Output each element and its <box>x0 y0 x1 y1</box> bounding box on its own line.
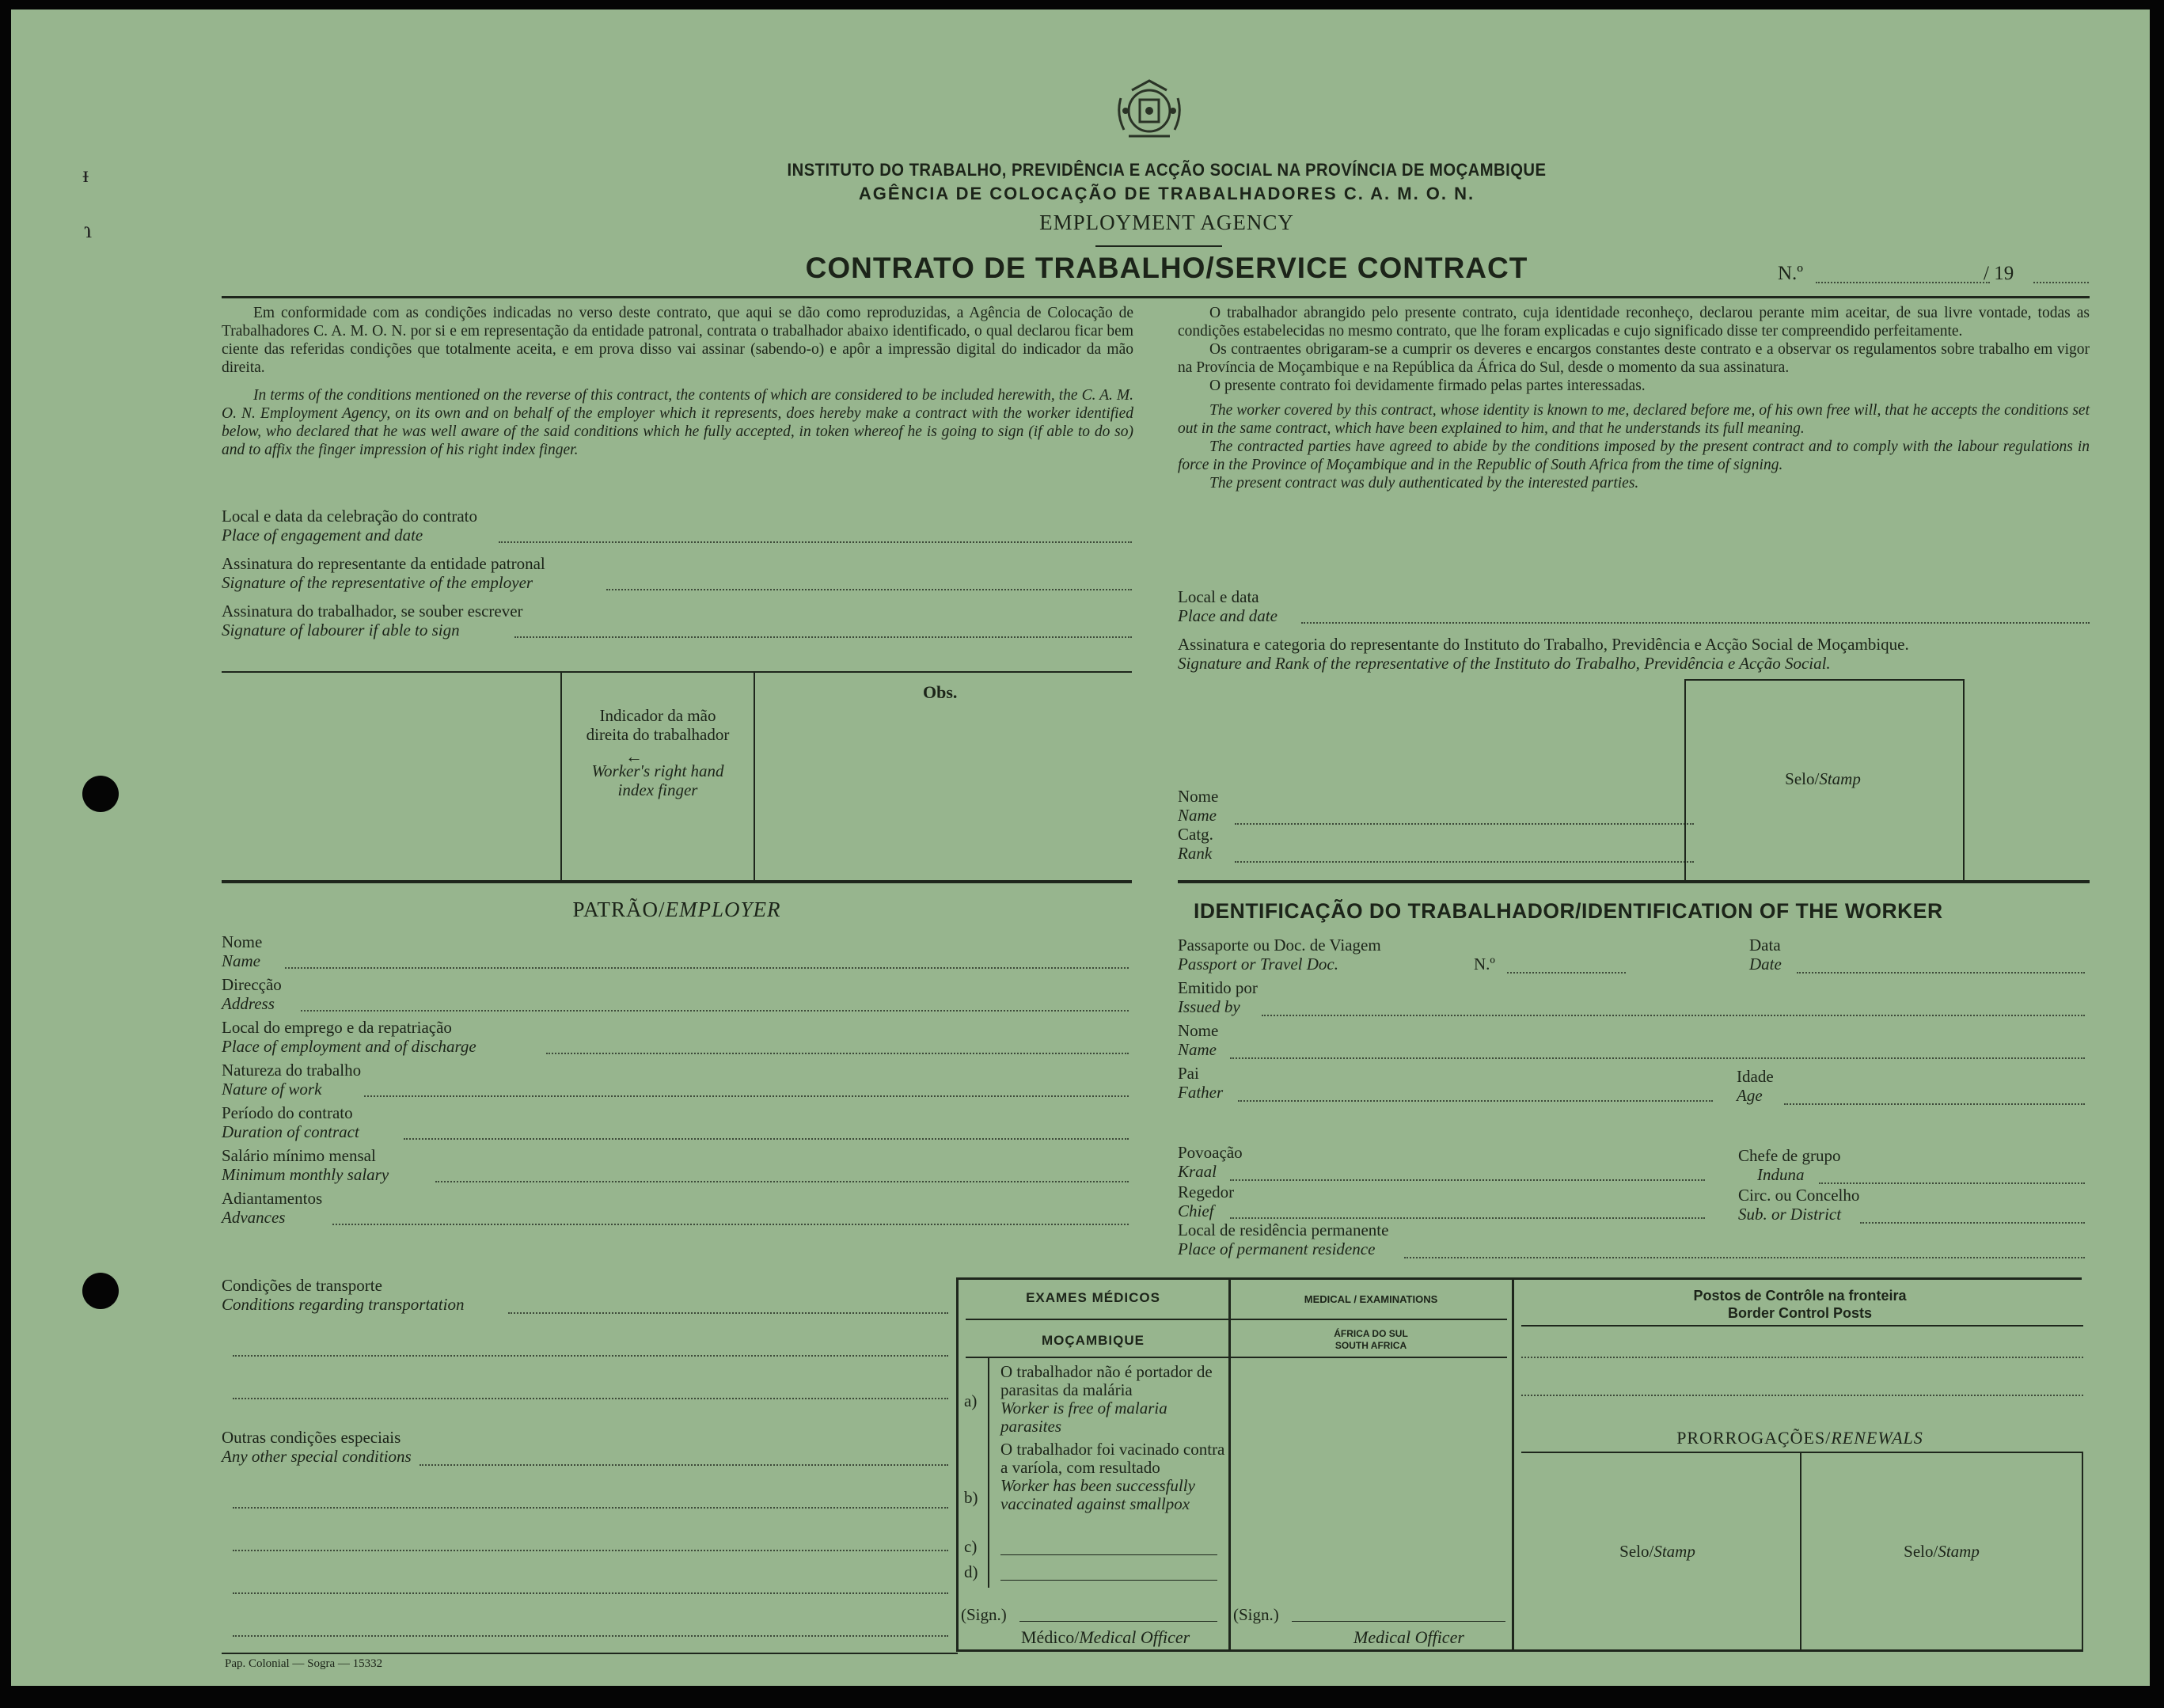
field-rep-name <box>1178 787 1218 825</box>
worker-name-input[interactable] <box>1230 1057 2085 1059</box>
place-engagement-input[interactable] <box>499 541 1132 543</box>
field-label-en: Any other special conditions <box>222 1447 412 1466</box>
contract-number-label: N.º <box>1778 263 1804 284</box>
worker-field-district <box>1738 1186 1859 1224</box>
exam-c-label: c) <box>964 1537 978 1556</box>
rule-mid-right <box>1178 880 2090 883</box>
agency-title: AGÊNCIA DE COLOCAÇÃO DE TRABALHADORES C. A. M. O. N. <box>858 184 1475 203</box>
contract-sheet <box>11 9 2150 1686</box>
passport-number-label: N.º <box>1474 955 1495 974</box>
officer-en: Medical Officer <box>1079 1627 1190 1647</box>
field-representative-signature <box>1178 635 1909 673</box>
punch-hole-top <box>82 776 119 812</box>
exam-d-line <box>1000 1580 1217 1581</box>
finger-box-right <box>754 671 755 880</box>
border-control-header <box>1515 1287 2085 1322</box>
stamp-label-pt: Selo/ <box>1785 769 1820 788</box>
age-input[interactable] <box>1784 1103 2085 1105</box>
left-intro <box>222 304 1133 459</box>
medical-sub-rule-2 <box>966 1357 1507 1358</box>
field-label-pt: Salário mínimo mensal <box>222 1146 376 1165</box>
worker-field-kraal <box>1178 1143 1243 1181</box>
worker-field-passport <box>1178 936 1381 974</box>
field-label-pt: Direcção <box>222 975 282 994</box>
labourer-signature-input[interactable] <box>514 636 1132 638</box>
field-label-pt: Povoação <box>1178 1143 1243 1162</box>
employer-field-name <box>222 932 262 970</box>
finger-box-left <box>560 671 562 880</box>
field-label-en: Nature of work <box>222 1080 322 1099</box>
border-control-en: Border Control Posts <box>1727 1305 1872 1321</box>
employer-signature-input[interactable] <box>606 589 1132 590</box>
other-conditions-input[interactable] <box>420 1464 948 1466</box>
field-label-en: Conditions regarding transportation <box>222 1295 465 1314</box>
margin-mark: ᵻ <box>82 161 89 188</box>
passport-number-input[interactable] <box>1507 972 1626 974</box>
other-conditions-line4[interactable] <box>233 1592 948 1594</box>
rep-rank-input[interactable] <box>1235 861 1694 863</box>
employer-address-input[interactable] <box>301 1010 1129 1012</box>
exam-b-label: b) <box>964 1488 978 1507</box>
contract-number-field[interactable] <box>1816 282 1990 283</box>
employer-heading-en: EMPLOYER <box>665 898 781 921</box>
obs-label: Obs. <box>923 682 958 702</box>
field-place-engagement <box>222 507 477 545</box>
medical-examinations-header: MEDICAL / EXAMINATIONS <box>1304 1293 1438 1305</box>
renewals-right <box>2082 1452 2083 1651</box>
field-label-en: Name <box>1178 1040 1217 1059</box>
field-label-en: Induna <box>1757 1165 1805 1184</box>
right-intro <box>1178 304 2090 492</box>
field-labourer-signature <box>222 602 523 640</box>
field-rep-rank <box>1178 825 1213 863</box>
transport-input-line3[interactable] <box>233 1398 948 1399</box>
residence-input[interactable] <box>1404 1257 2085 1258</box>
left-intro-en: In terms of the conditions mentioned on the reverse of this contract, the contents of which are considered to be included herewith, the C. A. M. O. N. Employment Agency, on its own and on behalf of the employer which it represents, does hereby make a contract with the worker identified below, who declared that he was well aware of the said conditions which he fully accepted, in token whereof he is going to sign (if able to do so) and to affix the finger impression of his right index finger. <box>222 387 1133 458</box>
worker-field-residence <box>1178 1220 1388 1258</box>
field-label-pt: Local e data da celebração do contrato <box>222 507 477 526</box>
field-label-pt: Nome <box>1178 787 1219 806</box>
stamp-pt: Selo/ <box>1904 1542 1938 1561</box>
employer-heading-pt: PATRÃO/ <box>572 898 666 921</box>
medical-top-rule <box>958 1277 2082 1280</box>
exam-a-pt: O trabalhador não é portador de parasitas da malária <box>1000 1362 1213 1399</box>
field-place-date <box>1178 587 1278 625</box>
field-label-en: Age <box>1737 1086 1763 1105</box>
field-label-pt: Passaporte ou Doc. de Viagem <box>1178 936 1381 955</box>
field-label-pt: Adiantamentos <box>222 1189 323 1208</box>
south-africa-en: SOUTH AFRICA <box>1334 1340 1407 1351</box>
father-input[interactable] <box>1238 1100 1713 1102</box>
field-label-pt: Assinatura do representante da entidade patronal <box>222 554 545 573</box>
moz-sign-line <box>1019 1621 1217 1622</box>
field-label-en: Rank <box>1178 844 1213 863</box>
exam-b-en: Worker has been successfully vaccinated against smallpox <box>1000 1476 1195 1513</box>
field-label-pt: Outras condições especiais <box>222 1428 401 1447</box>
right-intro-p1: O trabalhador abrangido pelo presente contrato, cuja identidade reconheço, declarou perante mim aceitar, de sua livre vontade, todas as condições estabelecidas no mesmo contrato, que lhe foram explicadas e cujo significado disse ter compreendido perfeitamente. <box>1178 305 2090 340</box>
worker-field-date <box>1749 936 1782 974</box>
renewal-stamp-2 <box>1801 1542 2082 1562</box>
field-label-en: Signature of the representative of the employer <box>222 573 533 592</box>
field-label-pt: Catg. <box>1178 825 1213 844</box>
border-rule-1 <box>1521 1325 2083 1327</box>
renewals-rule <box>1521 1452 2083 1453</box>
footer-rule <box>222 1653 958 1654</box>
employer-duration-input[interactable] <box>404 1138 1129 1140</box>
right-intro-e2: The contracted parties have agreed to abide by the conditions imposed by the present contract and to comply with the labour regulations in force in the Province of Moçambique and in the Republic of South Africa from the time of signing. <box>1178 438 2090 473</box>
field-label-pt: Chefe de grupo <box>1738 1146 1841 1165</box>
employer-nature-input[interactable] <box>364 1095 1129 1097</box>
right-intro-e3: The present contract was duly authenticated by the interested parties. <box>1209 475 1639 492</box>
worker-field-chief <box>1178 1182 1234 1220</box>
field-label-en: Advances <box>222 1208 286 1227</box>
employer-place-input[interactable] <box>546 1053 1129 1054</box>
transport-input[interactable] <box>508 1312 948 1314</box>
field-label-pt: Circ. ou Concelho <box>1738 1186 1860 1205</box>
employer-advances-input[interactable] <box>332 1224 1129 1225</box>
margin-mark: ɿ <box>84 217 92 243</box>
stamp-pt: Selo/ <box>1619 1542 1654 1561</box>
field-label-pt: Data <box>1749 936 1781 955</box>
exam-b-pt: O trabalhador foi vacinado contra a varíola, com resultado <box>1000 1440 1225 1477</box>
exam-d-label: d) <box>964 1562 978 1581</box>
transport-input-line2[interactable] <box>233 1355 948 1357</box>
finger-box-pt: Indicador da mão direita do trabalhador <box>586 706 730 744</box>
employer-field-address <box>222 975 282 1013</box>
sa-medical-officer: Medical Officer <box>1353 1627 1464 1647</box>
employer-field-advances <box>222 1189 322 1227</box>
exam-a-label: a) <box>964 1391 978 1410</box>
other-conditions-line3[interactable] <box>233 1550 948 1551</box>
field-label-en: Name <box>222 951 260 970</box>
stamp-label-en: Stamp <box>1819 769 1861 788</box>
worker-field-father <box>1178 1064 1223 1102</box>
employer-name-input[interactable] <box>285 967 1129 969</box>
employer-field-place <box>222 1018 476 1056</box>
field-label-en: Chief <box>1178 1201 1214 1220</box>
worker-field-age <box>1737 1067 1774 1105</box>
field-label-en: Place of employment and of discharge <box>222 1037 476 1056</box>
place-date-input[interactable] <box>1301 622 2090 624</box>
field-label-pt: Nome <box>222 932 263 951</box>
finger-box-top-rule <box>222 671 1132 673</box>
field-employer-signature <box>222 554 545 592</box>
medical-sub-rule <box>966 1319 1507 1320</box>
medical-bottom-rule <box>956 1649 2083 1652</box>
field-label-en: Minimum monthly salary <box>222 1165 389 1184</box>
employer-salary-input[interactable] <box>435 1181 1129 1182</box>
moz-medical-officer <box>1021 1627 1190 1648</box>
field-label-en: Signature of labourer if able to sign <box>222 621 460 640</box>
field-label-pt: Regedor <box>1178 1182 1235 1201</box>
mozambique-header: MOÇAMBIQUE <box>1042 1333 1145 1348</box>
agency-subtitle: EMPLOYMENT AGENCY <box>1039 211 1294 234</box>
border-post-line-1[interactable] <box>1521 1357 2083 1358</box>
page-title: CONTRATO DE TRABALHO/SERVICE CONTRACT <box>805 252 1528 284</box>
field-label-en: Duration of contract <box>222 1122 359 1141</box>
exam-a-text <box>1000 1363 1225 1436</box>
field-label-en: Name <box>1178 806 1217 825</box>
kraal-input[interactable] <box>1230 1179 1705 1181</box>
officer-pt: Médico/ <box>1021 1627 1080 1647</box>
field-label-en: Place of engagement and date <box>222 526 423 545</box>
field-label-en: Sub. or District <box>1738 1205 1842 1224</box>
other-conditions-line5[interactable] <box>233 1635 948 1637</box>
printer-imprint: Pap. Colonial — Sogra — 15332 <box>225 1657 383 1670</box>
border-post-line-2[interactable] <box>1521 1395 2083 1396</box>
contract-year-field[interactable] <box>2033 282 2089 283</box>
field-label-pt: Local e data <box>1178 587 1259 606</box>
stamp-label <box>1684 769 1961 789</box>
worker-heading: IDENTIFICAÇÃO DO TRABALHADOR/IDENTIFICATION OF THE WORKER <box>1194 899 1943 923</box>
divider <box>1095 245 1222 247</box>
worker-field-issued <box>1178 978 1258 1016</box>
south-africa-pt: ÁFRICA DO SUL <box>1334 1328 1408 1339</box>
exam-b-text <box>1000 1440 1225 1513</box>
field-label-pt: Período do contrato <box>222 1103 353 1122</box>
employer-field-nature <box>222 1061 361 1099</box>
field-label-en: Father <box>1178 1083 1224 1102</box>
renewal-stamp-1 <box>1515 1542 1800 1562</box>
other-conditions-field <box>222 1428 412 1466</box>
medical-col-right <box>1512 1277 1514 1651</box>
field-label-pt: Local do emprego e da repatriação <box>222 1018 452 1037</box>
field-label-en: Signature and Rank of the representative of the Instituto do Trabalho, Previdência e Acção Social. <box>1178 654 1831 673</box>
field-label-pt: Emitido por <box>1178 978 1258 997</box>
stamp-en: Stamp <box>1653 1542 1695 1561</box>
field-label-en: Place of permanent residence <box>1178 1239 1376 1258</box>
passport-date-input[interactable] <box>1797 972 2085 974</box>
renewals-en: RENEWALS <box>1831 1428 1923 1448</box>
right-intro-p3: O presente contrato foi devidamente firmado pelas partes interessadas. <box>1209 378 1646 394</box>
worker-field-induna <box>1738 1146 1840 1184</box>
rep-name-input[interactable] <box>1235 823 1694 825</box>
field-label-en: Issued by <box>1178 997 1240 1016</box>
field-label-pt: Pai <box>1178 1064 1199 1083</box>
field-label-pt: Assinatura e categoria do representante do Instituto do Trabalho, Previdência e Acção Social de Moçambique. <box>1178 635 1909 654</box>
transport-field <box>222 1276 464 1314</box>
finger-box-en: Worker's right hand index finger <box>591 761 724 799</box>
coat-of-arms-icon <box>1108 74 1190 147</box>
left-intro-pt: Em conformidade com as condições indicadas no verso deste contrato, que aqui se dão como reproduzidas, a Agência de Colocação de Trabalhadores C. A. M. O. N. por si e em representação da entidade patronal, contrata o trabalhador abaixo identificado, o qual declarou ficar bem ciente das referidas condições que totalmente aceita, e em prova disso vai assinar (sabendo-o) e apôr a impressão digital do indicador da mão direita. <box>222 305 1133 376</box>
chief-input[interactable] <box>1230 1217 1705 1219</box>
renewals-header <box>1515 1428 2085 1448</box>
field-label-en: Place and date <box>1178 606 1278 625</box>
rule-top <box>222 296 2090 298</box>
worker-field-name <box>1178 1021 1218 1059</box>
field-label-en: Passport or Travel Doc. <box>1178 955 1339 974</box>
medical-exams-header: EXAMES MÉDICOS <box>1026 1290 1160 1305</box>
arrow-left-icon: ← <box>625 746 643 766</box>
exam-c-line <box>1000 1554 1217 1555</box>
field-label-pt: Local de residência permanente <box>1178 1220 1389 1239</box>
other-conditions-line2[interactable] <box>233 1507 948 1509</box>
employer-field-duration <box>222 1103 359 1141</box>
border-control-pt: Postos de Contrôle na fronteira <box>1693 1288 1907 1304</box>
moz-sign-label: (Sign.) <box>961 1605 1007 1624</box>
south-africa-header <box>1230 1328 1512 1352</box>
stamp-en: Stamp <box>1938 1542 1980 1561</box>
induna-input[interactable] <box>1819 1182 2085 1184</box>
sa-sign-label: (Sign.) <box>1233 1605 1279 1624</box>
issued-by-input[interactable] <box>1262 1015 2085 1016</box>
employer-heading <box>222 898 1132 922</box>
exam-items-left-rule <box>988 1358 989 1588</box>
district-input[interactable] <box>1860 1222 2085 1224</box>
exam-a-en: Worker is free of malaria parasites <box>1000 1399 1167 1436</box>
right-intro-e1: The worker covered by this contract, whose identity is known to me, declared before me, of his own free will, that he accepts the conditions set out in the same contract, which have been explained to him, and that he understands its full meaning. <box>1178 402 2090 437</box>
institute-title: INSTITUTO DO TRABALHO, PREVIDÊNCIA E ACÇÃO SOCIAL NA PROVÍNCIA DE MOÇAMBIQUE <box>787 160 1547 180</box>
field-label-pt: Idade <box>1737 1067 1774 1086</box>
renewals-pt: PRORROGAÇÕES/ <box>1676 1428 1832 1448</box>
right-intro-p2: Os contraentes obrigaram-se a cumprir os deveres e encargos constantes deste contrato e a observar os regulamentos sobre trabalho em vigor na Província de Moçambique e na República da África do Sul, desde o momento da sua assinatura. <box>1178 341 2090 376</box>
field-label-en: Date <box>1749 955 1782 974</box>
field-label-en: Kraal <box>1178 1162 1217 1181</box>
sa-sign-line <box>1292 1621 1505 1622</box>
contract-year-label: / 19 <box>1984 263 2014 284</box>
field-label-pt: Assinatura do trabalhador, se souber escrever <box>222 602 523 621</box>
rule-mid-left <box>222 880 1132 883</box>
field-label-pt: Nome <box>1178 1021 1219 1040</box>
field-label-en: Address <box>222 994 275 1013</box>
punch-hole-bottom <box>82 1273 119 1309</box>
finger-box <box>565 706 750 799</box>
field-label-pt: Condições de transporte <box>222 1276 382 1295</box>
field-label-pt: Natureza do trabalho <box>222 1061 362 1080</box>
employer-field-salary <box>222 1146 389 1184</box>
